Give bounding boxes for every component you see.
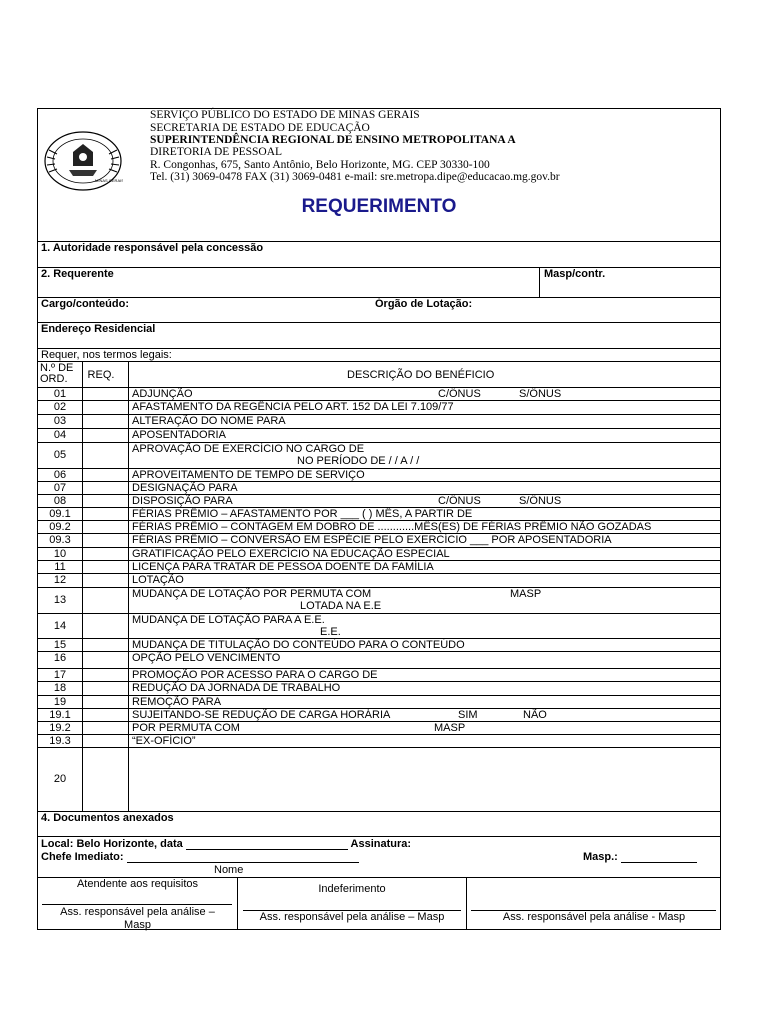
benefit-description: AFASTAMENTO DA REGÊNCIA PELO ART. 152 DA LEI 7.109/77 <box>132 401 454 413</box>
row-number: 07 <box>53 482 67 494</box>
header-line-5: R. Congonhas, 675, Santo Antônio, Belo Horizonte, MG. CEP 30330-100 <box>150 159 490 171</box>
nome-label: Nome <box>214 864 244 876</box>
row-number: 20 <box>53 773 67 785</box>
state-seal <box>43 130 123 192</box>
row-number: 12 <box>53 574 67 586</box>
benefit-option-a[interactable]: C/ÔNUS <box>438 495 481 507</box>
req-checkbox[interactable] <box>83 534 127 547</box>
indeferimento-label: Indeferimento <box>318 883 386 895</box>
section-authority[interactable]: 1. Autoridade responsável pela concessão <box>41 242 264 254</box>
row-number: 19.3 <box>49 735 71 747</box>
req-checkbox[interactable] <box>83 669 127 681</box>
benefit-description: LICENÇA PARA TRATAR DE PESSOA DOENTE DA FAMÍLIA <box>132 561 434 573</box>
row-number: 15 <box>53 639 67 651</box>
seal-text: MINAS GERAIS <box>95 178 123 183</box>
row-number: 01 <box>53 388 67 400</box>
row-number: 05 <box>53 449 67 461</box>
atendente-label: Atendente aos requisitos <box>76 878 199 890</box>
req-checkbox[interactable] <box>83 588 127 613</box>
chefe-label: Chefe Imediato: <box>41 851 124 863</box>
benefit-description-cont: NO PERÍODO DE / / A / / <box>297 455 420 467</box>
row-number: 08 <box>53 495 67 507</box>
header-line-4: DIRETORIA DE PESSOAL <box>150 146 283 158</box>
local-data[interactable] <box>41 838 411 850</box>
req-checkbox[interactable] <box>83 469 127 481</box>
signature-line-2[interactable]: Ass. responsável pela análise – Masp <box>259 911 445 923</box>
row-number: 11 <box>54 561 66 573</box>
benefit-description: APROVAÇÃO DE EXERCÍCIO NO CARGO DE <box>132 443 365 455</box>
benefit-option-a[interactable]: C/ÔNUS <box>438 388 481 400</box>
chefe-masp[interactable] <box>583 851 697 863</box>
requer-label: Requer, nos termos legais: <box>41 349 172 361</box>
row-number: 14 <box>53 620 67 632</box>
req-checkbox[interactable] <box>83 429 127 442</box>
req-checkbox[interactable] <box>83 508 127 520</box>
benefit-option-a[interactable]: SIM <box>458 709 478 721</box>
req-checkbox[interactable] <box>83 639 127 651</box>
benefit-description-cont: LOTADA NA E.E <box>300 600 382 612</box>
benefit-description: DISPOSIÇÃO PARA <box>132 495 233 507</box>
benefit-description: OPÇÃO PELO VENCIMENTO <box>132 652 281 664</box>
row-number: 16 <box>53 652 67 664</box>
benefit-description-cont: E.E. <box>320 626 341 638</box>
row-number: 19.2 <box>49 722 71 734</box>
row-number: 09.3 <box>49 534 71 546</box>
row-number: 02 <box>53 401 67 413</box>
endereco-field[interactable]: Endereço Residencial <box>41 323 156 335</box>
orgao-lotacao-field[interactable]: Órgão de Lotação: <box>375 298 473 310</box>
benefit-option-a[interactable]: MASP <box>510 588 542 600</box>
header-line-3: SUPERINTENDÊNCIA REGIONAL DE ENSINO METROPOLITANA A <box>150 134 516 146</box>
section-requerente[interactable]: 2. Requerente <box>41 268 114 280</box>
req-checkbox[interactable] <box>83 401 127 414</box>
req-checkbox[interactable] <box>83 388 127 400</box>
row-number: 09.2 <box>49 521 71 533</box>
row-number: 06 <box>53 469 67 481</box>
req-checkbox[interactable] <box>83 614 127 638</box>
benefit-description: FÉRIAS PRÊMIO – CONTAGEM EM DOBRO DE ............MÊS(ES) DE FÉRIAS PRÊMIO NÃO GOZADAS <box>132 521 652 533</box>
req-checkbox[interactable] <box>83 443 127 468</box>
benefit-option-b[interactable]: S/ÔNUS <box>519 388 562 400</box>
row-number: 19.1 <box>49 709 71 721</box>
req-checkbox[interactable] <box>83 652 127 668</box>
req-checkbox[interactable] <box>83 682 127 695</box>
signature-line-1[interactable]: Ass. responsável pela análise – Masp <box>60 906 215 931</box>
req-checkbox[interactable] <box>83 482 127 494</box>
benefit-description: APROVEITAMENTO DE TEMPO DE SERVIÇO <box>132 469 365 481</box>
benefit-option-b[interactable]: NÃO <box>523 709 547 721</box>
benefit-description: LOTAÇÃO <box>132 574 184 586</box>
row-number: 03 <box>53 415 67 427</box>
req-checkbox[interactable] <box>83 722 127 734</box>
row-number: 13 <box>53 594 67 606</box>
col-ord-header: N.º DE ORD. <box>40 362 74 385</box>
benefit-description: REDUÇÃO DA JORNADA DE TRABALHO <box>132 682 341 694</box>
req-checkbox[interactable] <box>83 495 127 507</box>
req-checkbox[interactable] <box>83 735 127 747</box>
benefit-description: FÉRIAS PRÊMIO – CONVERSÃO EM ESPÉCIE PELO EXERCÍCIO ___ POR APOSENTADORIA <box>132 534 612 546</box>
benefit-option-a[interactable]: MASP <box>434 722 466 734</box>
page-title: REQUERIMENTO <box>301 196 457 217</box>
masp-label: Masp.: <box>583 851 618 863</box>
cargo-field[interactable]: Cargo/conteúdo: <box>41 298 129 310</box>
req-checkbox[interactable] <box>83 521 127 533</box>
benefit-description: APOSENTADORIA <box>132 429 226 441</box>
benefit-option-b[interactable]: S/ÔNUS <box>519 495 562 507</box>
benefit-description: ALTERAÇÃO DO NOME PARA <box>132 415 286 427</box>
benefit-description: MUDANÇA DE TITULAÇÃO DO CONTEÚDO PARA O CONTEÚDO <box>132 639 465 651</box>
signature-line-3[interactable]: Ass. responsável pela análise - Masp <box>502 911 686 923</box>
req-checkbox[interactable] <box>83 574 127 587</box>
benefit-description: “EX-OFÍCIO” <box>132 735 196 747</box>
header-line-2: SECRETARIA DE ESTADO DE EDUCAÇÃO <box>150 122 370 134</box>
benefit-description: SUJEITANDO-SE REDUÇÃO DE CARGA HORÁRIA <box>132 709 391 721</box>
benefit-description: MUDANÇA DE LOTAÇÃO PARA A E.E. <box>132 614 325 626</box>
row-number: 09.1 <box>49 508 71 520</box>
benefit-description: DESIGNAÇÃO PARA <box>132 482 238 494</box>
row-number: 10 <box>53 548 67 560</box>
benefit-description: POR PERMUTA COM <box>132 722 240 734</box>
benefit-description: ADJUNÇÃO <box>132 388 193 400</box>
row-number: 04 <box>53 429 67 441</box>
local-label: Local: Belo Horizonte, data <box>41 838 183 850</box>
row-number: 17 <box>53 669 67 681</box>
benefit-description: MUDANÇA DE LOTAÇÃO POR PERMUTA COM <box>132 588 372 600</box>
req-checkbox[interactable] <box>83 748 127 811</box>
benefit-description: GRATIFICAÇÃO PELO EXERCÍCIO NA EDUCAÇÃO ESPECIAL <box>132 548 450 560</box>
col-req-header: REQ. <box>87 369 115 381</box>
benefit-description: PROMOÇÃO POR ACESSO PARA O CARGO DE <box>132 669 378 681</box>
req-checkbox[interactable] <box>83 561 127 573</box>
section-documents[interactable]: 4. Documentos anexados <box>41 812 174 824</box>
masp-contr-field[interactable]: Masp/contr. <box>544 268 606 280</box>
req-checkbox[interactable] <box>83 696 127 708</box>
header-line-1: SERVIÇO PÚBLICO DO ESTADO DE MINAS GERAIS <box>150 109 420 121</box>
req-checkbox[interactable] <box>83 415 127 428</box>
col-desc-header: DESCRIÇÃO DO BENÉFICIO <box>347 369 495 381</box>
req-checkbox[interactable] <box>83 548 127 560</box>
benefit-description: FÉRIAS PRÊMIO – AFASTAMENTO POR ___ ( ) MÊS, A PARTIR DE <box>132 508 473 520</box>
benefit-description: REMOÇÃO PARA <box>132 696 222 708</box>
header-line-6: Tel. (31) 3069-0478 FAX (31) 3069-0481 e-mail: sre.metropa.dipe@educacao.mg.gov.br <box>150 171 560 183</box>
req-checkbox[interactable] <box>83 709 127 721</box>
row-number: 18 <box>53 682 67 694</box>
chefe-imediato[interactable] <box>41 851 359 863</box>
row-number: 19 <box>53 696 67 708</box>
assinatura-label: Assinatura: <box>350 838 412 850</box>
